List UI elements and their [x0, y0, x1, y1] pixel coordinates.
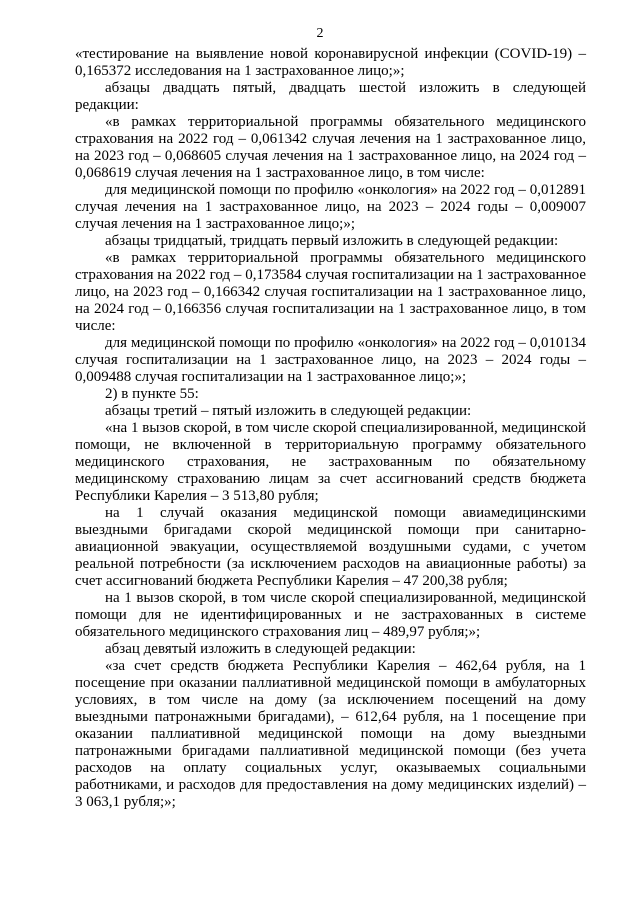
list-item: 2) в пункте 55:	[105, 386, 199, 402]
paragraph: абзацы третий – пятый изложить в следующей редакции:	[105, 403, 472, 419]
paragraph: абзацы тридцатый, тридцать первый изложить в следующей редакции:	[105, 233, 559, 249]
paragraph: для медицинской помощи по профилю «онкология» на 2022 год – 0,012891 случая лечения на 1 застрахованное лицо, на 2023 – 2024 годы – 0,009007 случая лечения на 1 застрахованное лицо;»;	[75, 182, 586, 232]
document-body	[75, 46, 586, 811]
paragraph: «в рамках территориальной программы обязательного медицинского страхования на 2022 год – 0,061342 случая лечения на 1 застрахованное лицо, на 2023 год – 0,068605 случая лечения на 1 застрахованное лицо, на 2024 год – 0,068619 случая лечения на 1 застрахованное лицо, в том числе:	[75, 114, 586, 181]
paragraph: для медицинской помощи по профилю «онкология» на 2022 год – 0,010134 случая госпитализации на 1 застрахованное лицо, на 2023 – 2024 годы – 0,009488 случая госпитализации на 1 застрахованное лицо;»;	[75, 335, 586, 385]
paragraph: «на 1 вызов скорой, в том числе скорой специализированной, медицинской помощи, не включенной в территориальную программу обязательного медицинского страхования, не застрахованным по обязательному медицинскому страхованию лицам за счет ассигнований средств бюджета Республики Карелия – 3 513,80 рубля;	[75, 420, 586, 504]
paragraph: «тестирование на выявление новой коронавирусной инфекции (COVID-19) – 0,165372 исследования на 1 застрахованное лицо;»;	[75, 46, 586, 79]
paragraph: на 1 вызов скорой, в том числе скорой специализированной, медицинской помощи для не идентифицированных и не застрахованных в системе обязательного медицинского страхования лиц – 489,97 рубля;»;	[75, 590, 586, 640]
paragraph: абзац девятый изложить в следующей редакции:	[105, 641, 416, 657]
paragraph: «в рамках территориальной программы обязательного медицинского страхования на 2022 год – 0,173584 случая госпитализации на 1 застрахованное лицо, на 2023 год – 0,166342 случая госпитализации на 1 застрахованное лицо, на 2024 год – 0,166356 случая госпитализации на 1 застрахованное лицо, в том числе:	[75, 250, 586, 334]
paragraph: «за счет средств бюджета Республики Карелия – 462,64 рубля, на 1 посещение при оказании паллиативной медицинской помощи в амбулаторных условиях, в том числе на дому (за исключением посещений на дому выездными патронажными бригадами), – 612,64 рубля, на 1 посещение при оказании паллиативной медицинской помощи на дому выездными патронажными бригадами паллиативной медицинской помощи (без учета расходов на оплату социальных услуг, оказываемых социальными работниками, и расходов для предоставления на дому медицинских изделий) – 3 063,1 рубля;»;	[75, 658, 586, 810]
paragraph: на 1 случай оказания медицинской помощи авиамедицинскими выездными бригадами скорой медицинской помощи при санитарно-авиационной эвакуации, осуществляемой воздушными судами, с учетом реальной потребности (за исключением расходов на авиационные работы) за счет ассигнований бюджета Республики Карелия – 47 200,38 рубля;	[75, 505, 586, 589]
paragraph: абзацы двадцать пятый, двадцать шестой изложить в следующей редакции:	[75, 80, 586, 113]
page-number: 2	[316, 26, 324, 41]
